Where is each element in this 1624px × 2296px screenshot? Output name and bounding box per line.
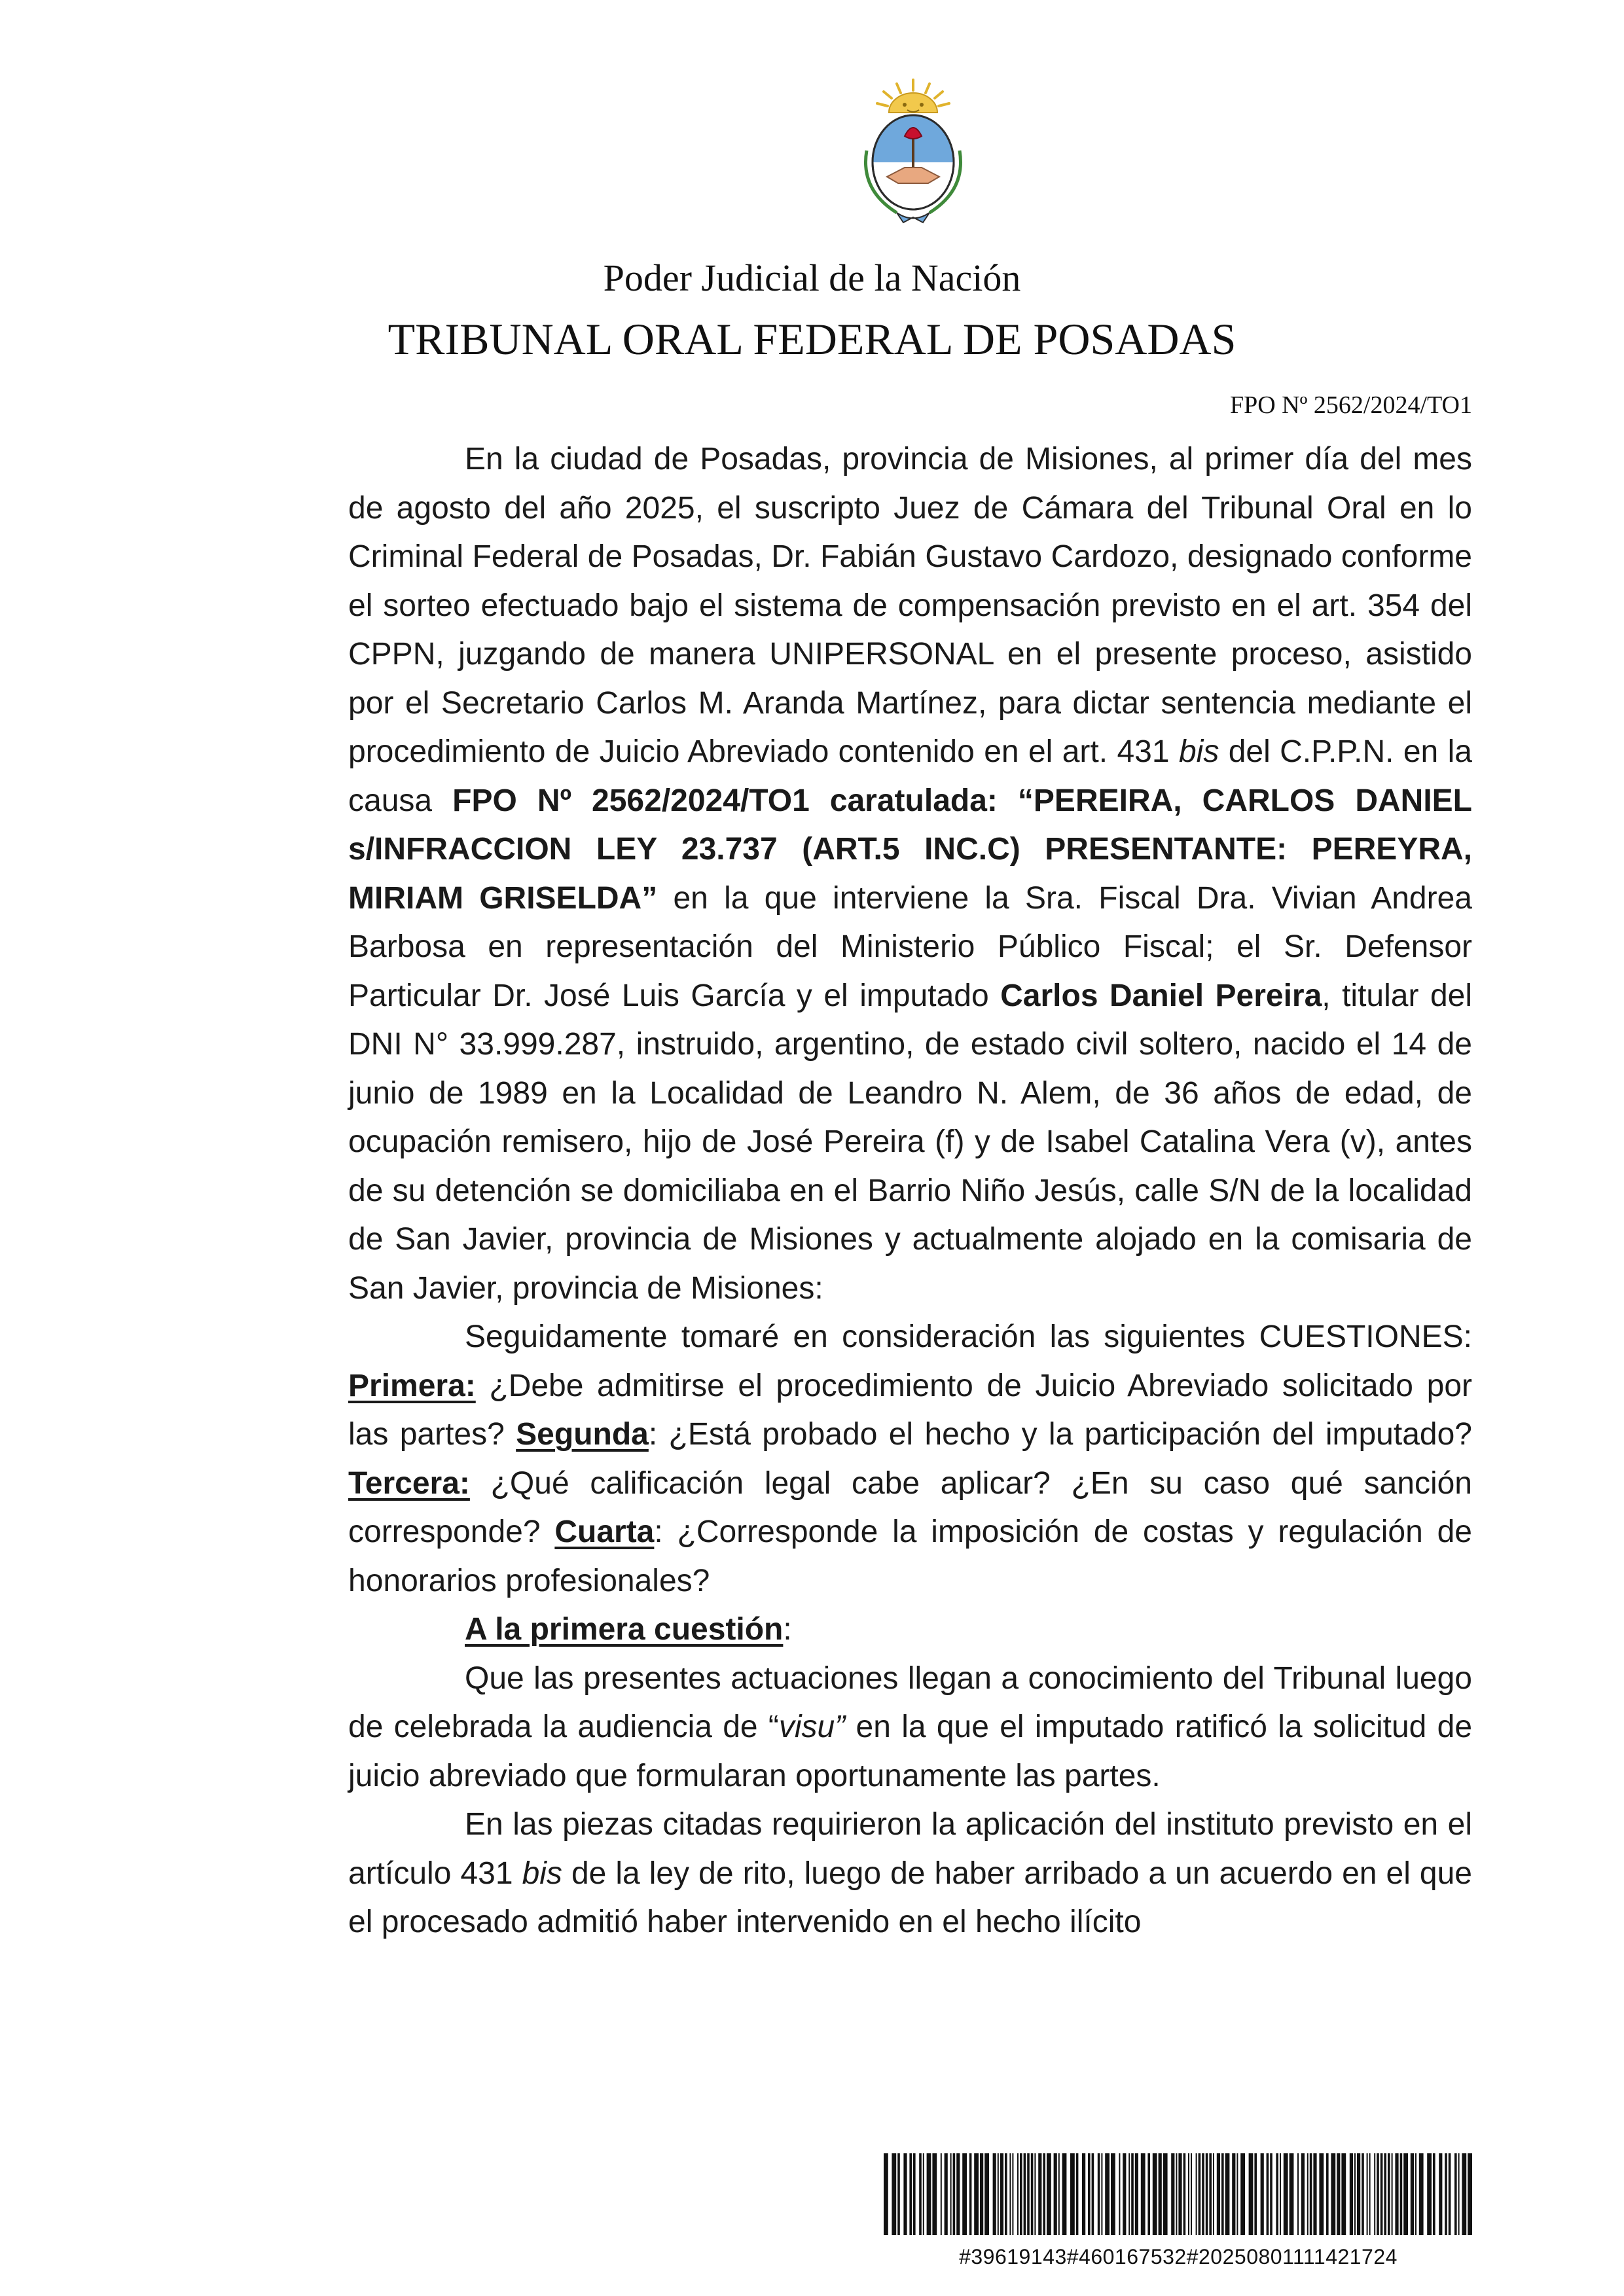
barcode-bar bbox=[1141, 2153, 1146, 2235]
barcode-bar bbox=[1301, 2153, 1305, 2235]
barcode-bar bbox=[1000, 2153, 1003, 2235]
question-4-label: Cuarta bbox=[554, 1515, 655, 1549]
barcode-bar bbox=[1392, 2153, 1393, 2235]
barcode-bar bbox=[1213, 2153, 1214, 2235]
barcode-bar bbox=[923, 2153, 924, 2235]
barcode-bar bbox=[1261, 2153, 1264, 2235]
agreement-text-1: En las piezas citadas requirieron la aplicación del instituto previsto en el artículo 431 bbox=[348, 1807, 1472, 1891]
question-1-text: ¿Debe admitirse el procedimiento de Juicio Abreviado solicitado por las partes? bbox=[348, 1368, 1472, 1452]
document-body bbox=[348, 435, 1472, 1947]
barcode-icon bbox=[884, 2153, 1473, 2235]
barcode-bar bbox=[903, 2153, 907, 2235]
barcode-number: #39619143#460167532#20250801111421724 bbox=[959, 2245, 1398, 2269]
barcode-bar bbox=[1101, 2153, 1102, 2235]
barcode-bar bbox=[1047, 2153, 1051, 2235]
barcode-bar bbox=[913, 2153, 916, 2235]
barcode-bar bbox=[1468, 2153, 1472, 2235]
section-heading bbox=[348, 1605, 1472, 1655]
barcode-bar bbox=[962, 2153, 967, 2235]
barcode-bar bbox=[1388, 2153, 1390, 2235]
intro-text-4: , titular del DNI N° 33.999.287, instruido, argentino, de estado civil soltero, nacido el 14 de junio de 1989 en la Localidad de Leandro N. Alem, de 36 años de edad, de ocupación remisero, hijo de José Pereira (f) y de Isabel Catalina Vera (v), antes de su detención se domiciliaba en el Barrio Niño Jesús, calle S/N de la localidad de San Javier, provincia de Misiones y actualmente alojado en la comisaria de San Javier, provincia de Misiones: bbox=[348, 978, 1472, 1306]
barcode-bar bbox=[1403, 2153, 1408, 2235]
bis-term-2: bis bbox=[522, 1856, 562, 1891]
barcode-bar bbox=[1027, 2153, 1030, 2235]
barcode-bar bbox=[1153, 2153, 1157, 2235]
barcode-bar bbox=[1254, 2153, 1257, 2235]
barcode-bar bbox=[1297, 2153, 1299, 2235]
barcode-bar bbox=[1082, 2153, 1085, 2235]
barcode-bar bbox=[1350, 2153, 1353, 2235]
barcode-bar bbox=[1017, 2153, 1019, 2235]
barcode-bar bbox=[1038, 2153, 1041, 2235]
barcode-bar bbox=[1454, 2153, 1457, 2235]
barcode-bar bbox=[1319, 2153, 1324, 2235]
barcode-bar bbox=[950, 2153, 952, 2235]
barcode-bar bbox=[1031, 2153, 1034, 2235]
barcode-bar bbox=[1380, 2153, 1383, 2235]
barcode-bar bbox=[974, 2153, 979, 2235]
intro-text-1: En la ciudad de Posadas, provincia de Misiones, al primer día del mes de agosto del año 2025, el suscripto Juez de Cámara del Tribunal Oral en lo Criminal Federal de Posadas, Dr. Fabián Gustavo Cardozo, designado conforme el sorteo efectuado bajo el sistema de compensación previsto en el art. 354 del CPPN, juzgando de manera UNIPERSONAL en el presente proceso, asistido por el Secretario Carlos M. Aranda Martínez, para dictar sentencia mediante el procedimiento de Juicio Abreviado contenido en el art. 431 bbox=[348, 442, 1472, 769]
barcode-bar bbox=[980, 2153, 983, 2235]
barcode-bar bbox=[1054, 2153, 1057, 2235]
case-reference: FPO Nº 2562/2024/TO1 bbox=[1229, 391, 1472, 419]
question-2-label: Segunda bbox=[516, 1417, 649, 1452]
barcode-bar bbox=[1337, 2153, 1340, 2235]
barcode-bar bbox=[884, 2153, 888, 2235]
coat-of-arms-argentina-icon bbox=[857, 79, 969, 236]
bis-term: bis bbox=[1178, 734, 1219, 769]
barcode-bar bbox=[1270, 2153, 1272, 2235]
barcode-bar bbox=[1163, 2153, 1168, 2235]
barcode-bar bbox=[1183, 2153, 1186, 2235]
barcode-bar bbox=[932, 2153, 937, 2235]
barcode-bar bbox=[1092, 2153, 1094, 2235]
barcode-bar bbox=[993, 2153, 996, 2235]
intro-text-2: del C.P.P.N. en la causa bbox=[348, 734, 1472, 818]
barcode-bar bbox=[1217, 2153, 1220, 2235]
barcode-bar bbox=[919, 2153, 922, 2235]
barcode-bar bbox=[998, 2153, 999, 2235]
barcode-bar bbox=[1369, 2153, 1371, 2235]
barcode-bar bbox=[1458, 2153, 1460, 2235]
section-heading-colon: : bbox=[783, 1612, 792, 1647]
barcode-bar bbox=[1307, 2153, 1308, 2235]
question-1-label: Primera: bbox=[348, 1368, 476, 1403]
barcode-bar bbox=[1009, 2153, 1011, 2235]
barcode-bar bbox=[1419, 2153, 1424, 2235]
barcode-bar bbox=[1098, 2153, 1100, 2235]
barcode-bar bbox=[1147, 2153, 1150, 2235]
question-4-text: : ¿Corresponde la imposición de costas y regulación de honorarios profesionales? bbox=[348, 1515, 1472, 1598]
barcode-bar bbox=[1105, 2153, 1110, 2235]
barcode-bar bbox=[1362, 2153, 1364, 2235]
barcode-bar bbox=[1176, 2153, 1177, 2235]
barcode-bar bbox=[1449, 2153, 1451, 2235]
barcode-bar bbox=[1276, 2153, 1278, 2235]
defendant-name: Carlos Daniel Pereira bbox=[1000, 978, 1322, 1013]
barcode-bar bbox=[897, 2153, 900, 2235]
barcode-bar bbox=[1128, 2153, 1130, 2235]
hearing-text-1: Que las presentes actuaciones llegan a conocimiento del Tribunal luego de celebrada la audiencia de “ bbox=[348, 1660, 1472, 1744]
barcode-bar bbox=[1232, 2153, 1235, 2235]
paragraph-hearing bbox=[348, 1655, 1472, 1801]
barcode-bar bbox=[1111, 2153, 1115, 2235]
question-3-label: Tercera: bbox=[348, 1465, 470, 1501]
barcode-bar bbox=[1171, 2153, 1174, 2235]
barcode-bar bbox=[1367, 2153, 1368, 2235]
barcode-bar bbox=[1225, 2153, 1230, 2235]
barcode-bar bbox=[1240, 2153, 1245, 2235]
question-3-text: ¿Qué calificación legal cabe aplicar? ¿En su caso qué sanción corresponde? bbox=[348, 1465, 1472, 1549]
barcode-bar bbox=[1290, 2153, 1294, 2235]
barcode-bar bbox=[1206, 2153, 1208, 2235]
barcode-bar bbox=[1331, 2153, 1335, 2235]
barcode-bar bbox=[1020, 2153, 1022, 2235]
barcode-bar bbox=[927, 2153, 931, 2235]
paragraph-questions bbox=[348, 1313, 1472, 1605]
tribunal-name: TRIBUNAL ORAL FEDERAL DE POSADAS bbox=[388, 314, 1236, 364]
barcode-bar bbox=[1310, 2153, 1312, 2235]
barcode-bar bbox=[1313, 2153, 1316, 2235]
barcode-bar bbox=[1123, 2153, 1126, 2235]
barcode-bar bbox=[1427, 2153, 1432, 2235]
barcode-bar bbox=[1462, 2153, 1466, 2235]
case-title: FPO Nº 2562/2024/TO1 caratulada: “PEREIRA, CARLOS DANIEL s/INFRACCION LEY 23.737 (ART.5 INC.C) PRESENTANTE: PEREYRA, MIRIAM GRISELDA” bbox=[348, 783, 1473, 916]
barcode-bar bbox=[953, 2153, 956, 2235]
barcode-bar bbox=[1284, 2153, 1288, 2235]
barcode-bar bbox=[1062, 2153, 1067, 2235]
barcode-bar bbox=[1395, 2153, 1398, 2235]
barcode-bar bbox=[969, 2153, 972, 2235]
barcode-bar bbox=[1249, 2153, 1254, 2235]
questions-intro: Seguidamente tomaré en consideración las siguientes CUESTIONES: bbox=[465, 1319, 1472, 1354]
barcode-bar bbox=[892, 2153, 896, 2235]
institution-name: Poder Judicial de la Nación bbox=[603, 257, 1021, 299]
hearing-text-2: en la que el imputado ratificó la solicitud de juicio abreviado que formularan oportunamente las partes. bbox=[348, 1710, 1473, 1793]
barcode-bar bbox=[1024, 2153, 1026, 2235]
agreement-text-2: de la ley de rito, luego de haber arribado a un acuerdo en el que el procesado admitió haber intervenido en el hecho ilícito bbox=[348, 1856, 1472, 1939]
barcode-bar bbox=[1439, 2153, 1442, 2235]
paragraph-intro bbox=[348, 435, 1472, 1313]
barcode-bar bbox=[1415, 2153, 1416, 2235]
barcode-bar bbox=[909, 2153, 912, 2235]
barcode-bar bbox=[1221, 2153, 1224, 2235]
barcode-bar bbox=[1131, 2153, 1134, 2235]
barcode-bar bbox=[1280, 2153, 1281, 2235]
barcode-bar bbox=[1384, 2153, 1386, 2235]
barcode-bar bbox=[1012, 2153, 1013, 2235]
barcode-bar bbox=[1377, 2153, 1379, 2235]
barcode-bar bbox=[1267, 2153, 1269, 2235]
barcode-bar bbox=[1043, 2153, 1045, 2235]
barcode-bar bbox=[1236, 2153, 1238, 2235]
paragraph-agreement bbox=[348, 1801, 1472, 1947]
barcode-bar bbox=[1070, 2153, 1075, 2235]
barcode-bar bbox=[1326, 2153, 1329, 2235]
barcode-bar bbox=[1196, 2153, 1197, 2235]
barcode-bar bbox=[1445, 2153, 1447, 2235]
barcode-bar bbox=[1411, 2153, 1414, 2235]
barcode-bar bbox=[1119, 2153, 1120, 2235]
barcode-bar bbox=[1209, 2153, 1212, 2235]
barcode-bar bbox=[1341, 2153, 1346, 2235]
barcode-bar bbox=[984, 2153, 989, 2235]
barcode-bar bbox=[1191, 2153, 1192, 2235]
visu-term: visu” bbox=[778, 1710, 846, 1744]
barcode-bar bbox=[1088, 2153, 1091, 2235]
barcode-bar bbox=[1076, 2153, 1079, 2235]
barcode-bar bbox=[945, 2153, 948, 2235]
barcode-bar bbox=[1034, 2153, 1036, 2235]
intro-text-3: en la que interviene la Sra. Fiscal Dra. Vivian Andrea Barbosa en representación del Ministerio Público Fiscal; el Sr. Defensor Particular Dr. José Luis García y el imputado bbox=[348, 880, 1473, 1013]
section-heading-text: A la primera cuestión bbox=[465, 1612, 784, 1647]
barcode-bar bbox=[1202, 2153, 1204, 2235]
barcode-bar bbox=[1005, 2153, 1007, 2235]
barcode-bar bbox=[1433, 2153, 1435, 2235]
barcode-bar bbox=[1357, 2153, 1360, 2235]
barcode-bar bbox=[1400, 2153, 1403, 2235]
barcode-bar bbox=[1199, 2153, 1201, 2235]
barcode-bar bbox=[1058, 2153, 1060, 2235]
barcode-bar bbox=[1354, 2153, 1356, 2235]
barcode-bar bbox=[1135, 2153, 1138, 2235]
question-2-text: : ¿Está probado el hecho y la participación del imputado? bbox=[648, 1417, 1472, 1452]
barcode-bar bbox=[1159, 2153, 1162, 2235]
barcode-bar bbox=[1374, 2153, 1375, 2235]
barcode-bar bbox=[956, 2153, 960, 2235]
barcode-bar bbox=[1178, 2153, 1182, 2235]
barcode-bar bbox=[941, 2153, 942, 2235]
barcode-bar bbox=[1188, 2153, 1189, 2235]
